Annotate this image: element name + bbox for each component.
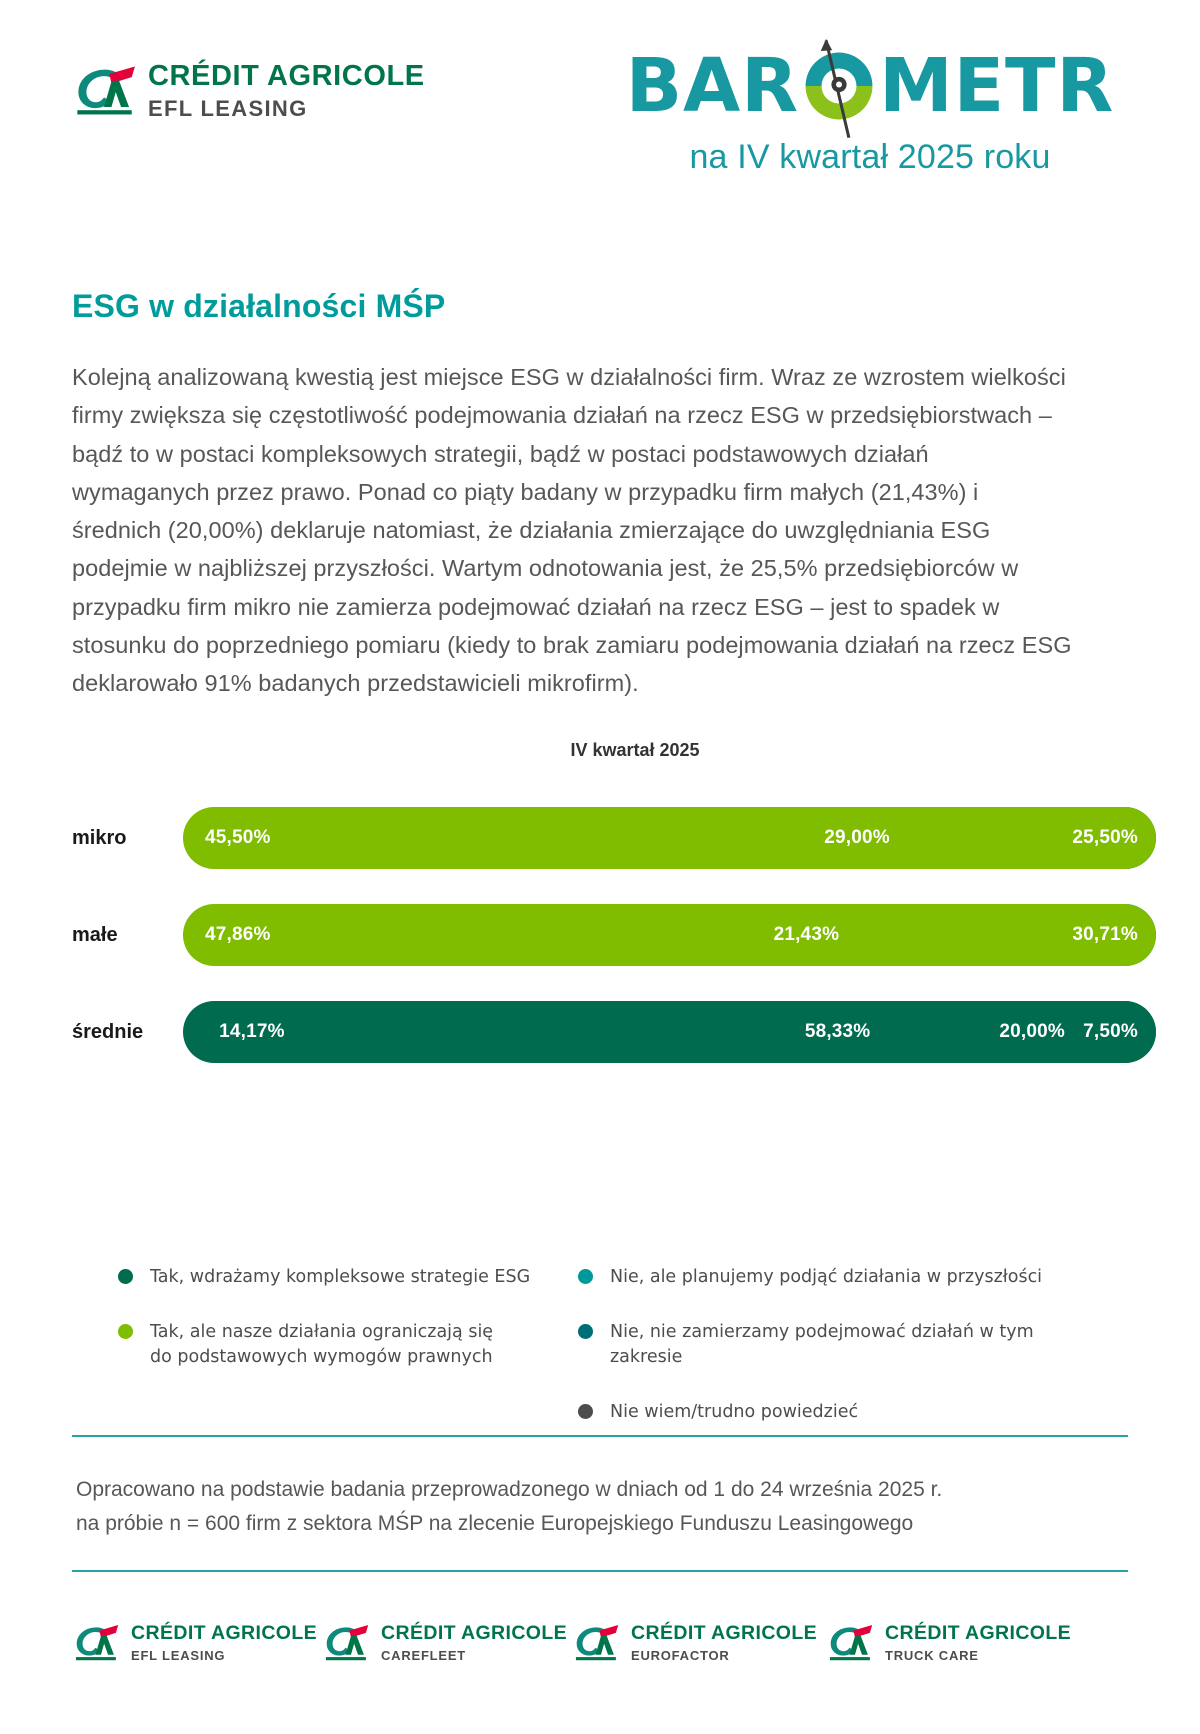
barometr-part2: METR — [879, 43, 1115, 129]
footer-logo-eurofactor — [572, 1624, 817, 1662]
chart-row — [0, 807, 1200, 869]
footer-brand-sub: EUROFACTOR — [631, 1647, 730, 1663]
legend-item[interactable] — [578, 1400, 1098, 1425]
legend-label: Nie wiem/trudno powiedzieć — [610, 1402, 859, 1422]
legend-item[interactable] — [578, 1265, 1098, 1290]
chart-row-track — [183, 904, 1156, 966]
legend-label: Tak, wdrażamy kompleksowe strategie ESG — [150, 1267, 531, 1287]
brand-sub: EFL LEASING — [148, 96, 308, 121]
legend-color-dot-icon — [578, 1404, 593, 1419]
legend-label: Nie, nie zamierzamy podejmować działań w tym zakresie — [610, 1322, 1034, 1367]
legend-item[interactable] — [118, 1320, 588, 1370]
chart-row-label: małe — [72, 923, 118, 946]
legend-color-dot-icon — [118, 1269, 133, 1284]
footer-logo-efl-leasing — [72, 1624, 317, 1662]
page-title: ESG w działalności MŚP — [72, 288, 446, 324]
chart-title: IV kwartał 2025 — [570, 740, 700, 760]
chart-row — [0, 1001, 1200, 1063]
footer-brand-name: CRÉDIT AGRICOLE — [131, 1622, 318, 1645]
legend-item[interactable] — [118, 1265, 588, 1290]
credit-agricole-ca-mark-icon — [322, 1624, 369, 1662]
divider-top — [72, 1435, 1128, 1437]
legend-column-right — [578, 1265, 1098, 1455]
legend-label: Nie, ale planujemy podjąć działania w przyszłości — [610, 1267, 1043, 1287]
chart-segment-value: 20,00% — [999, 1021, 1066, 1042]
legend-color-dot-icon — [578, 1324, 593, 1339]
credit-agricole-ca-mark-icon — [826, 1624, 873, 1662]
chart-row-track — [183, 1001, 1156, 1063]
legend-color-dot-icon — [578, 1269, 593, 1284]
footer-brand-name: CRÉDIT AGRICOLE — [381, 1622, 568, 1645]
footer-brand-name: CRÉDIT AGRICOLE — [885, 1622, 1072, 1645]
chart-segment-value: 58,33% — [804, 1021, 871, 1042]
footnote — [76, 1473, 1136, 1541]
esg-chart — [0, 740, 1200, 1098]
legend-label: Tak, ale nasze działania ograniczają się do podstawowych wymogów prawnych — [150, 1322, 494, 1367]
footer-logo-truck-care — [826, 1624, 1071, 1662]
legend-column-left — [118, 1265, 588, 1400]
chart-segment-value: 45,50% — [205, 827, 271, 848]
chart-segment-value: 29,00% — [824, 827, 890, 848]
chart-segment-value: 25,50% — [1072, 827, 1138, 848]
chart-segment-value: 21,43% — [773, 924, 840, 945]
footer-logo-carefleet — [322, 1624, 567, 1662]
barometr-wordmark — [600, 43, 1140, 129]
footnote-line-2: na próbie n = 600 firm z sektora MŚP na zlecenie Europejskiego Funduszu Leasingowego — [76, 1512, 914, 1535]
footer-brand-name: CRÉDIT AGRICOLE — [631, 1622, 818, 1645]
chart-row-label: średnie — [72, 1020, 144, 1043]
footer-brand-sub: EFL LEASING — [131, 1647, 226, 1663]
credit-agricole-ca-mark-icon — [72, 65, 136, 117]
chart-segment-value: 14,17% — [219, 1021, 285, 1042]
chart-row-label: mikro — [72, 826, 127, 849]
chart-rows — [0, 807, 1200, 1063]
barometr-logo — [600, 43, 1140, 177]
credit-agricole-ca-mark-icon — [572, 1624, 619, 1662]
brand-name: CRÉDIT AGRICOLE — [148, 60, 425, 92]
chart-row-track — [183, 807, 1156, 869]
barometer-dial-icon — [801, 48, 877, 124]
footer-brand-sub: CAREFLEET — [381, 1647, 467, 1663]
barometr-part1: BAR — [625, 43, 800, 129]
chart-segment-value: 7,50% — [1083, 1021, 1138, 1042]
footer-logos — [0, 1624, 1200, 1694]
footer-brand-sub: TRUCK CARE — [885, 1647, 979, 1663]
footnote-line-1: Opracowano na podstawie badania przeprowadzonego w dniach od 1 do 24 września 2025 r. — [76, 1478, 943, 1501]
article-paragraph: Kolejną analizowaną kwestią jest miejsce ESG w działalności firm. Wraz ze wzrostem wielkości firmy zwiększa się częstotliwość podejmowania działań na rzecz ESG w przedsiębiorstwach – bądź to w postaci kompleksowych strategii, bądź w postaci podstawowych działań wymaganych przez prawo. Ponad co piąty badany w przypadku firm małych (21,43%) i średnich (20,00%) deklaruje natomiast, że działania zmierzające do uwzględniania ESG podejmie w najbliższej przyszłości. Wartym odnotowania jest, że 25,5% przedsiębiorców w przypadku firm mikro nie zamierza podejmować działań na rzecz ESG – jest to spadek w stosunku do poprzedniego pomiaru (kiedy to brak zamiaru podejmowania działań na rzecz ESG deklarowało 91% badanych przedstawicieli mikrofirm). — [72, 364, 1072, 697]
barometr-subtitle: na IV kwartał 2025 roku — [689, 138, 1051, 176]
chart-row — [0, 904, 1200, 966]
credit-agricole-ca-mark-icon — [72, 1624, 119, 1662]
chart-segment-value: 47,86% — [205, 924, 271, 945]
chart-segment-value: 30,71% — [1072, 924, 1138, 945]
divider-bottom — [72, 1570, 1128, 1572]
credit-agricole-header-logo — [72, 62, 425, 120]
legend-color-dot-icon — [118, 1324, 133, 1339]
page-header — [0, 0, 1200, 230]
legend-item[interactable] — [578, 1320, 1098, 1370]
